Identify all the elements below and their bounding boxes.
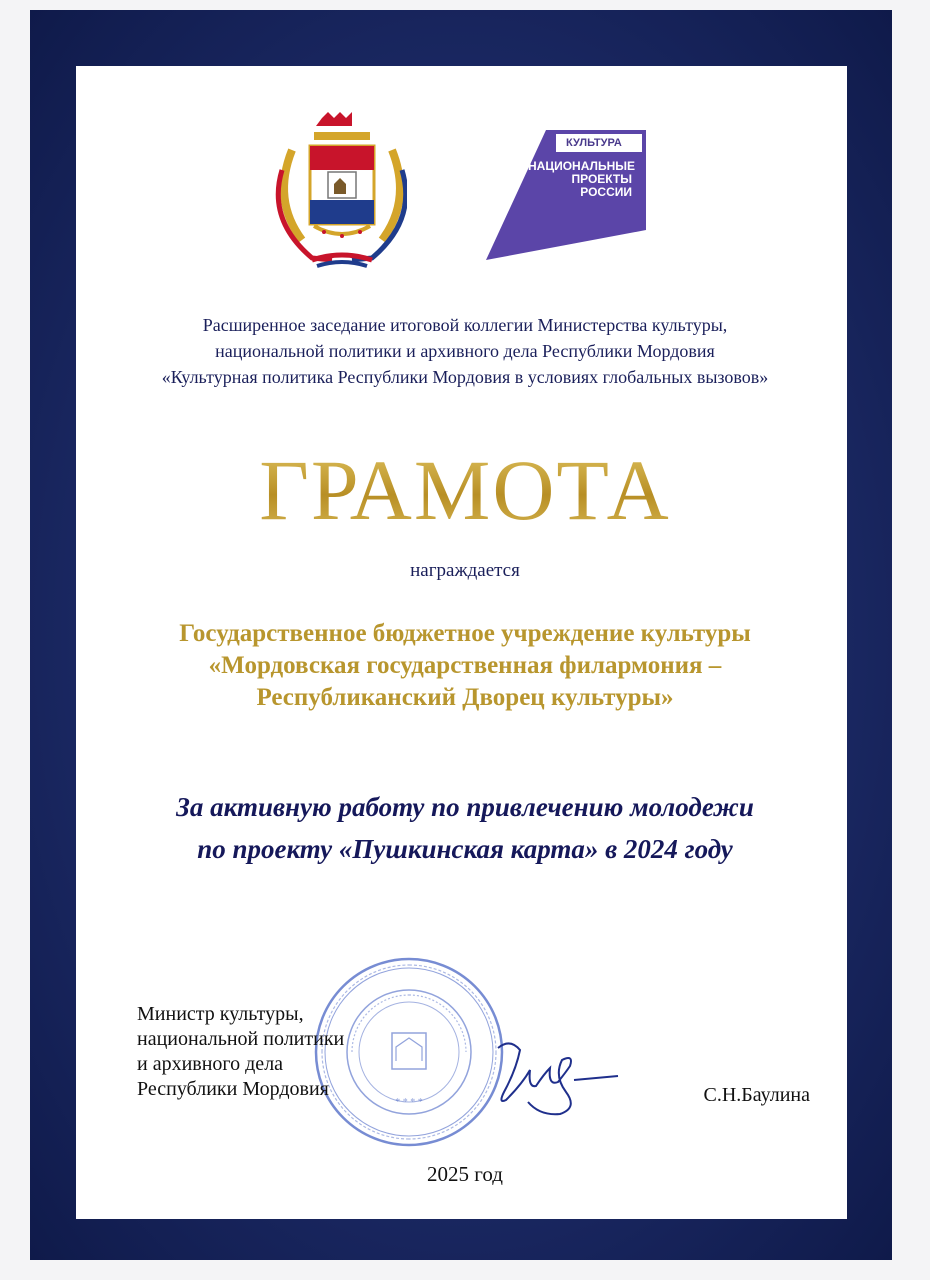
recipient-line: Республиканский Дворец культуры» xyxy=(256,684,674,711)
event-header xyxy=(90,312,840,390)
logo-kultura-label: КУЛЬТУРА xyxy=(566,137,622,149)
logo-national-projects-text xyxy=(528,159,635,199)
certificate-title: ГРАМОТА xyxy=(90,440,840,540)
reason-line: по проекту «Пушкинская карта» в 2024 году xyxy=(197,834,733,864)
signer-name: С.Н.Баулина xyxy=(703,1084,810,1106)
handwritten-signature-icon xyxy=(470,1030,620,1120)
svg-text:* * * *: * * * * xyxy=(395,1097,423,1108)
position-line: и архивного дела xyxy=(137,1053,284,1075)
logo-line: РОССИИ xyxy=(580,185,632,199)
logo-line: НАЦИОНАЛЬНЫЕ xyxy=(528,159,635,173)
header-line: Расширенное заседание итоговой коллегии Министерства культуры, xyxy=(202,315,728,335)
certificate-year: 2025 год xyxy=(427,1162,503,1186)
recipient-name xyxy=(90,618,840,714)
signatory-position xyxy=(137,1002,437,1102)
awarded-label: награждается xyxy=(410,560,520,581)
header-line: национальной политики и архивного дела Республики Мордовия xyxy=(215,341,715,361)
position-line: Министр культуры, xyxy=(137,1003,304,1025)
logo-line: ПРОЕКТЫ xyxy=(571,172,632,186)
reason-line: За активную работу по привлечению молодежи xyxy=(176,792,754,822)
recipient-line: «Мордовская государственная филармония – xyxy=(208,652,722,679)
mordovia-coat-of-arms-icon xyxy=(262,110,407,270)
recipient-line: Государственное бюджетное учреждение культуры xyxy=(179,620,751,647)
position-line: национальной политики xyxy=(137,1028,345,1050)
award-reason xyxy=(90,786,840,870)
header-line: «Культурная политика Республики Мордовия в условиях глобальных вызовов» xyxy=(161,367,769,387)
position-line: Республики Мордовия xyxy=(137,1078,329,1100)
